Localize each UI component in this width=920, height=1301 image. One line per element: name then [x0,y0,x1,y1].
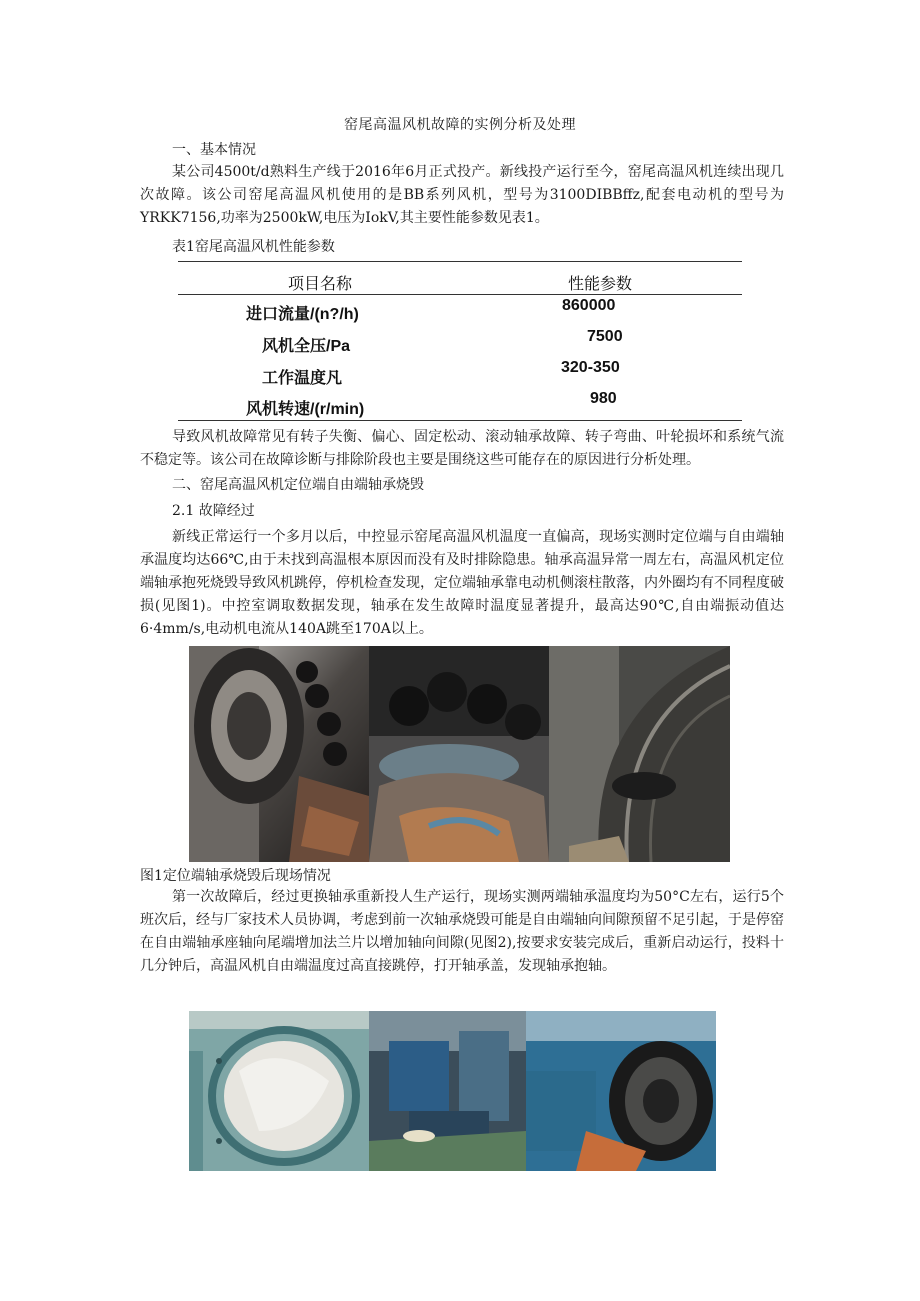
section2-heading: 二、窑尾高温风机定位端自由端轴承烧毁 [172,477,424,493]
table-row-value: 7500 [587,328,623,345]
table-row-value: 860000 [562,297,616,314]
figure1-caption: 图1定位端轴承烧毁后现场情况 [140,868,331,884]
flange-photo-1 [189,1011,369,1171]
table-header-value: 性能参数 [568,276,633,293]
flange-photo-2 [369,1011,526,1171]
table-header-item: 项目名称 [288,276,353,293]
table-row-label: 工作温度凡 [262,370,343,387]
figure1-photos [189,646,730,862]
table-row-value: 320-350 [561,359,620,376]
bearing-photo-1 [189,646,369,862]
table-row-label: 风机转速/(r/min) [246,401,365,418]
table-header-rule [178,294,742,295]
section1-heading: 一、基本情况 [172,142,256,158]
table-bottom-rule [178,420,742,421]
table-top-rule [178,261,742,262]
table1-caption: 表1窑尾高温风机性能参数 [172,239,335,255]
document-title: 窑尾高温风机故障的实例分析及处理 [344,117,576,133]
section2-paragraph2: 第一次故障后，经过更换轴承重新投人生产运行，现场实测两端轴承温度均为50°C左右，运行5个班次后，经与厂家技术人员协调，考虑到前一次轴承烧毁可能是自由端轴向间隙预留不足引起，于是停窑在自由端轴承座轴向尾端增加法兰片以增加轴向间隙(见图2),按要求安装完成后，重新启动运行，投料十几分钟后，高温风机自由端温度过高直接跳停，打开轴承盖，发现轴承抱轴。 [140,889,784,974]
bearing-photo-2 [369,646,549,862]
flange-photo-3 [526,1011,716,1171]
after-table-paragraph: 导致风机故障常见有转子失衡、偏心、固定松动、滚动轴承故障、转子弯曲、叶轮损坏和系统气流不稳定等。该公司在故障诊断与排除阶段也主要是围绕这些可能存在的原因进行分析处理。 [140,429,784,468]
figure2-photos [189,1011,716,1171]
bearing-photo-3 [549,646,730,862]
section2-paragraph1: 新线正常运行一个多月以后，中控显示窑尾高温风机温度一直偏高，现场实测时定位端与自由端轴承温度均达66℃,由于未找到高温根本原因而没有及时排除隐患。轴承高温异常一周左右，高温风机定位端轴承抱死烧毁导致风机跳停，停机检查发现，定位端轴承靠电动机侧滚柱散落，内外圈均有不同程度破损(见图1)。中控室调取数据发现，轴承在发生故障时温度显著提升，最高达90℃,自由端振动值达6·4mm/s,电动机电流从140A跳至170A以上。 [140,529,784,637]
table-row-value: 980 [590,390,617,407]
subsection-heading: 2.1 故障经过 [172,503,255,519]
table-row-label: 风机全压/Pa [262,338,351,355]
table-row-label: 进口流量/(n?/h) [246,306,359,323]
section1-paragraph: 某公司4500t/d熟料生产线于2016年6月正式投产。新线投产运行至今，窑尾高温风机连续出现几次故障。该公司窑尾高温风机使用的是BB系列风机，型号为3100DIBBffz,配套电动机的型号为YRKK7156,功率为2500kW,电压为IokV,其主要性能参数见表1。 [140,164,784,226]
